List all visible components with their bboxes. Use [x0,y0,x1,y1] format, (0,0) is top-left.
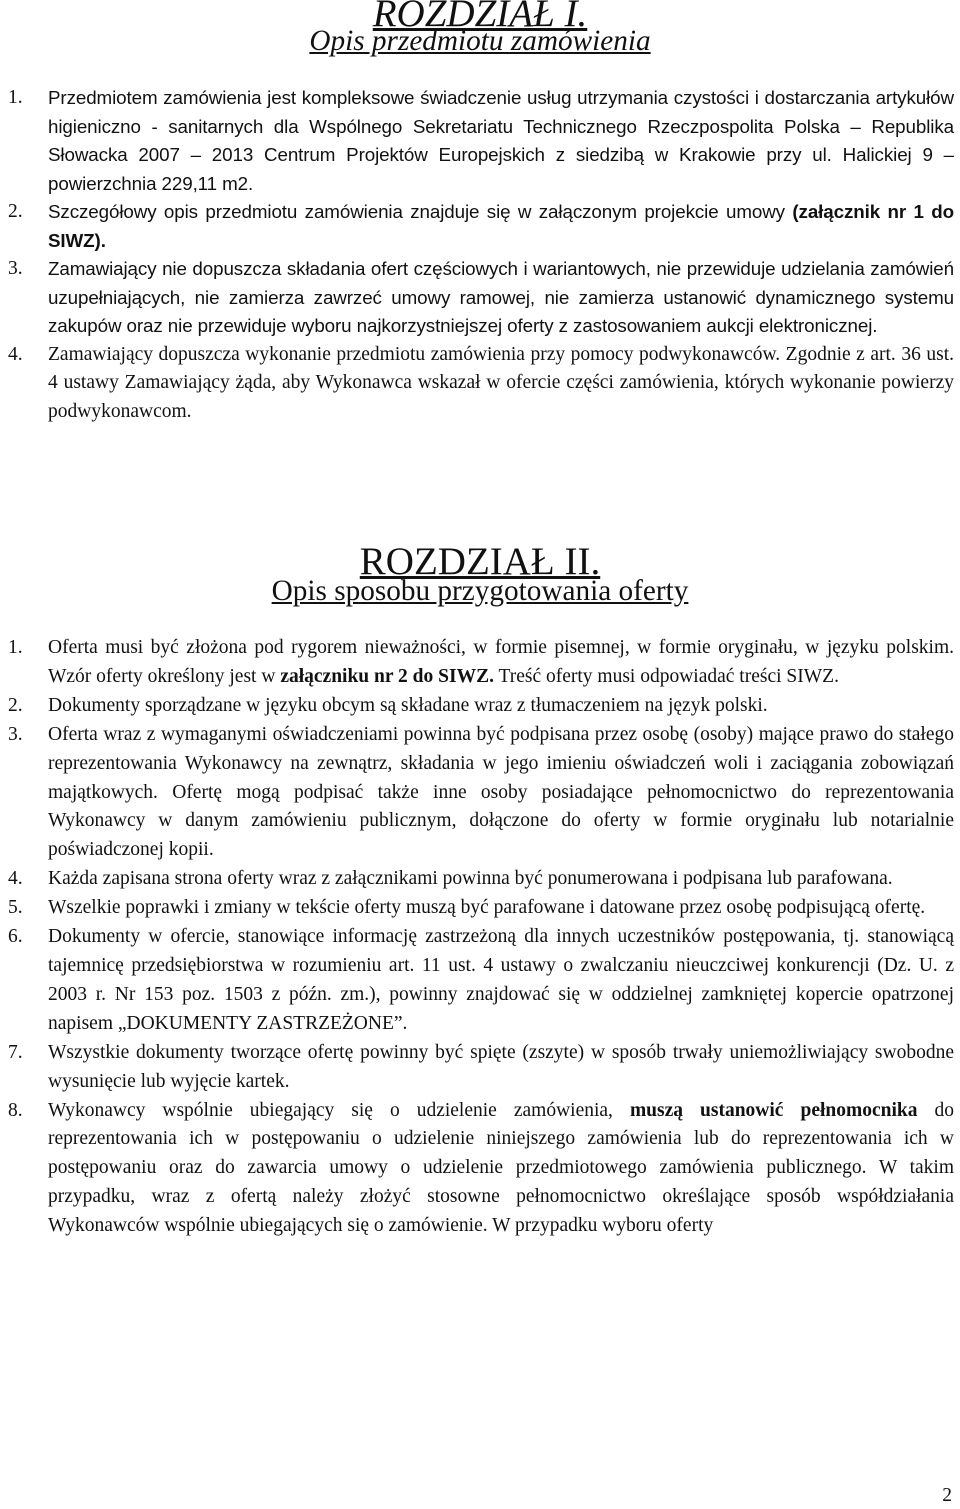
item-number: 3. [8,723,23,745]
item-number: 7. [8,1041,23,1063]
item-bold-text: załączniku nr 2 do SIWZ. [280,665,494,687]
item-text: Wykonawcy wspólnie ubiegający się o udzielenie zamówienia, [48,1099,630,1121]
item-text-wrapper [48,1097,954,1242]
item-text-wrapper [48,198,954,255]
list-item [0,721,960,866]
item-text-after: Treść oferty musi odpowiadać treści SIWZ. [493,665,839,687]
item-bold-text: (załącznik nr 1 do SIWZ). [48,201,954,251]
item-text: Oferta musi być złożona pod rygorem nieważności, w formie pisemnej, w formie oryginału, w języku polskim. Wzór oferty określony jest w [48,637,954,687]
list-item [0,341,960,427]
item-number: 2. [8,201,23,222]
section2-title: ROZDZIAŁ II. [359,540,601,583]
item-number: 3. [8,258,23,279]
section1-list [0,84,960,426]
item-text: Wszelkie poprawki i zmiany w tekście oferty muszą być parafowane i datowane przez osobę podpisującą ofertę. [48,897,926,919]
section2-subtitle: Opis sposobu przygotowania oferty [271,575,689,607]
section1-subtitle: Opis przedmiotu zamówienia [309,25,651,57]
list-item [0,1097,960,1242]
item-text-wrapper [48,634,954,692]
item-number: 4. [8,868,23,890]
item-text: Zamawiający dopuszcza wykonanie przedmiotu zamówienia przy pomocy podwykonawców. Zgodnie z art. 36 ust. 4 ustawy Zamawiający żąda, aby Wykonawca wskazał w ofercie części zamówienia, których wykonanie powierzy podwykonawcom. [48,343,954,422]
item-text: Zamawiający nie dopuszcza składania ofert częściowych i wariantowych, nie przewiduje udzielania zamówień uzupełniających, nie zamierza zawrzeć umowy ramowej, nie zamierza ustanowić dynamicznego systemu zakupów oraz nie przewiduje wyboru najkorzystniejszej oferty z zastosowaniem aukcji elektronicznej. [48,258,954,336]
item-number: 1. [8,87,23,108]
section2-list [0,634,960,1241]
list-item [0,255,960,341]
item-number: 1. [8,637,23,658]
list-item [0,198,960,255]
item-text: Wszystkie dokumenty tworzące ofertę powinny być spięte (zszyte) w sposób trwały uniemożliwiający swobodne wysunięcie lub wyjęcie kartek. [48,1041,954,1092]
item-bold-text: muszą ustanowić pełnomocnika [629,1099,918,1121]
item-text: Oferta wraz z wymaganymi oświadczeniami powinna być podpisana przez osobę (osoby) mające prawo do stałego reprezentowania Wykonawcy na zewnątrz, składania w jego imieniu oświadczeń woli i zaciągania zobowiązań majątkowych. Ofertę mogą podpisać także inne osoby posiadające pełnomocnictwo do reprezentowania Wykonawcy w danym zamówieniu publicznym, dołączone do oferty w formie oryginału lub notarialnie poświadczonej kopii. [48,723,954,861]
item-number: 8. [8,1099,23,1121]
item-text-after: do reprezentowania ich w postępowaniu o udzielenie niniejszego zamówienia lub do reprezentowania ich w postępowaniu oraz do zawarcia umowy o udzielenie przedmiotowego zamówienia publicznego. W takim przypadku, wraz z ofertą należy złożyć stosowne pełnomocnictwo określające sposób współdziałania Wykonawców wspólnie ubiegających się o zamówienie. W przypadku wyboru oferty [48,1099,955,1237]
item-number: 6. [8,926,23,948]
list-item [0,865,960,894]
item-text: Szczegółowy opis przedmiotu zamówienia znajduje się w załączonym projekcie umowy [48,201,793,222]
list-item [0,634,960,692]
item-number: 4. [8,343,23,365]
item-number: 2. [8,694,23,716]
item-text: Każda zapisana strona oferty wraz z załącznikami powinna być ponumerowana i podpisana lub parafowana. [48,868,893,890]
item-number: 5. [8,897,23,919]
list-item [0,84,960,198]
list-item [0,894,960,923]
page-number: 2 [942,1485,952,1506]
item-text: Dokumenty sporządzane w języku obcym są składane wraz z tłumaczeniem na język polski. [48,694,768,716]
list-item [0,1039,960,1097]
item-text: Dokumenty w ofercie, stanowiące informację zastrzeżoną dla innych uczestników postępowania, tj. stanowiącą tajemnicę przedsiębiorstwa w rozumieniu art. 11 ust. 4 ustawy o zwalczaniu nieuczciwej konkurencji (Dz. U. z 2003 r. Nr 153 poz. 1503 z późn. zm.), powinny znajdować się w oddzielnej zamkniętej kopercie opatrzonej napisem „DOKUMENTY ZASTRZEŻONE”. [48,926,954,1034]
item-text: Przedmiotem zamówienia jest kompleksowe świadczenie usług utrzymania czystości i dostarczania artykułów higieniczno - sanitarnych dla Wspólnego Sekretariatu Technicznego Rzeczpospolita Polska – Republika Słowacka 2007 – 2013 Centrum Projektów Europejskich z siedzibą w Krakowie przy ul. Halickiej 9 – powierzchnia 229,11 m2. [48,87,954,194]
list-item [0,923,960,1039]
list-item [0,692,960,721]
section1-title: ROZDZIAŁ I. [372,0,588,35]
